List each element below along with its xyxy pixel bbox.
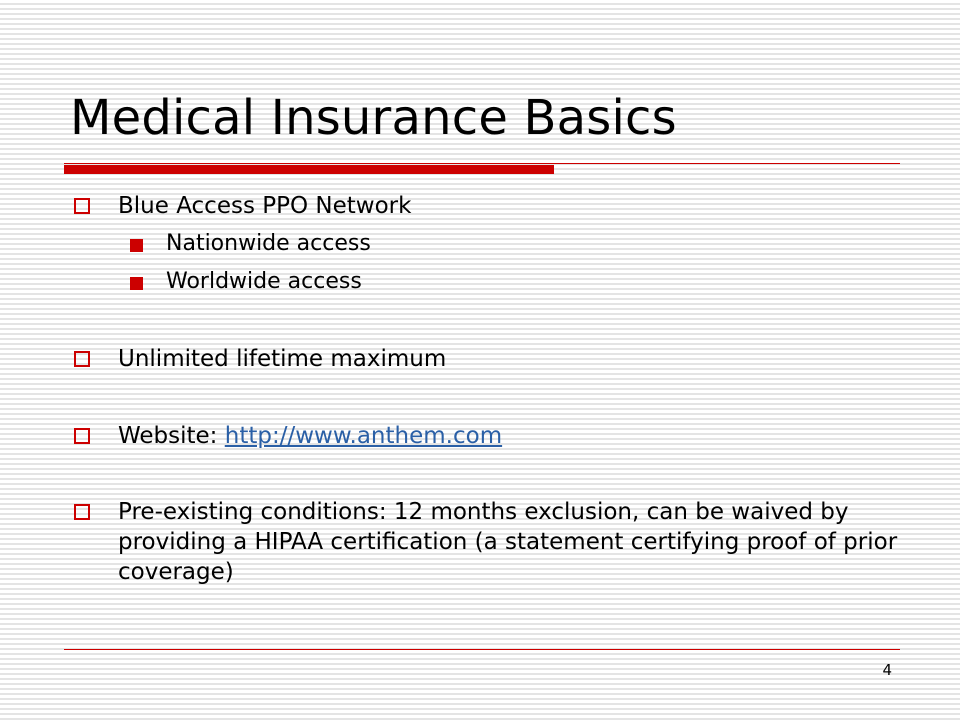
hollow-square-bullet-icon	[74, 198, 90, 214]
title-rule-thin	[64, 163, 900, 164]
anthem-website-link[interactable]: http://www.anthem.com	[224, 423, 503, 449]
website-label: Website:	[118, 423, 225, 449]
sub-bullet-text: Worldwide access	[166, 269, 362, 294]
hollow-square-bullet-icon	[74, 428, 90, 444]
bullet-text: Blue Access PPO Network	[118, 193, 412, 219]
bullet-text	[118, 421, 502, 451]
sub-bullet-text: Nationwide access	[166, 231, 371, 256]
page-number: 4	[882, 661, 892, 679]
bullet-text: Unlimited lifetime maximum	[118, 346, 447, 372]
hollow-square-bullet-icon	[74, 351, 90, 367]
hollow-square-bullet-icon	[74, 504, 90, 520]
bullet-text: Pre-existing conditions: 12 months exclusion, can be waived by providing a HIPAA certification (a statement certifying proof of prior coverage)	[118, 499, 898, 585]
filled-square-bullet-icon	[130, 277, 143, 290]
title-rule-thick	[64, 165, 554, 174]
footer-rule	[64, 649, 900, 650]
slide-title: Medical Insurance Basics	[70, 90, 677, 146]
filled-square-bullet-icon	[130, 239, 143, 252]
